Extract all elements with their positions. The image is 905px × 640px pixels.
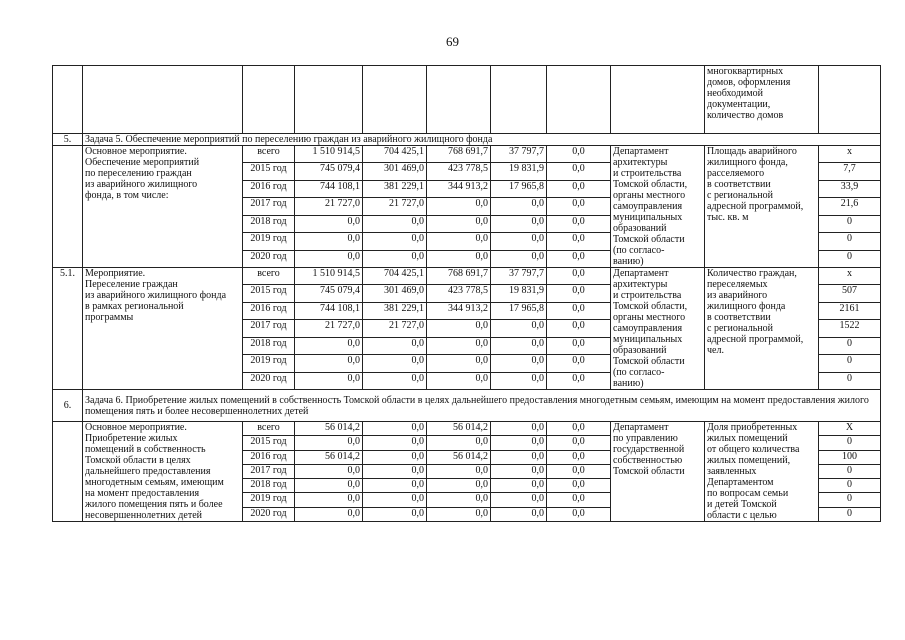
federal-cell: 0,0: [363, 436, 427, 450]
local-cell: 17 965,8: [491, 302, 547, 319]
total-cell: 1 510 914,5: [295, 268, 363, 285]
indicator-value-cell: 33,9: [819, 180, 881, 197]
local-cell: 0,0: [491, 507, 547, 521]
year-cell: 2016 год: [243, 450, 295, 464]
year-cell: 2016 год: [243, 180, 295, 197]
total-cell: 0,0: [295, 250, 363, 267]
other-sources-cell: 0,0: [547, 355, 611, 372]
federal-cell: 0,0: [363, 422, 427, 436]
executor-cell: Департамент архитектуры и строительства Томской области, органы местного самоуправления муниципальных образований Томской области (по согласо- ванию): [611, 146, 705, 268]
federal-cell: 0,0: [363, 372, 427, 389]
task-title: Задача 5. Обеспечение мероприятий по переселению граждан из аварийного жилищного фонда: [83, 134, 881, 146]
year-cell: всего: [243, 146, 295, 163]
indicator-value-cell: 0: [819, 233, 881, 250]
federal-cell: 0,0: [363, 493, 427, 507]
regional-cell: 0,0: [427, 250, 491, 267]
indicator-value-cell: 2161: [819, 302, 881, 319]
other-sources-cell: 0,0: [547, 320, 611, 337]
year-cell: всего: [243, 268, 295, 285]
measure-name: Основное мероприятие. Обеспечение мероприятий по переселению граждан из аварийного жилищного фонда, в том числе:: [83, 146, 243, 268]
other-sources-cell: 0,0: [547, 479, 611, 493]
total-cell: 1 510 914,5: [295, 146, 363, 163]
other-sources-cell: 0,0: [547, 268, 611, 285]
total-cell: 0,0: [295, 233, 363, 250]
local-cell: 19 831,9: [491, 285, 547, 302]
other-sources-cell: 0,0: [547, 285, 611, 302]
regional-cell: 0,0: [427, 479, 491, 493]
year-cell: 2015 год: [243, 285, 295, 302]
total-cell: 0,0: [295, 215, 363, 232]
year-cell: 2019 год: [243, 355, 295, 372]
indicator-value-cell: 1522: [819, 320, 881, 337]
total-cell: 745 079,4: [295, 285, 363, 302]
total-cell: 21 727,0: [295, 320, 363, 337]
executor-cell: Департамент архитектуры и строительства Томской области, органы местного самоуправления муниципальных образований Томской области (по согласо- ванию): [611, 268, 705, 390]
regional-cell: 423 778,5: [427, 285, 491, 302]
local-cell: 0,0: [491, 198, 547, 215]
year-cell: 2019 год: [243, 493, 295, 507]
program-table: [52, 65, 881, 522]
regional-cell: 0,0: [427, 198, 491, 215]
federal-cell: 0,0: [363, 507, 427, 521]
year-cell: 2020 год: [243, 372, 295, 389]
regional-cell: 423 778,5: [427, 163, 491, 180]
regional-cell: 0,0: [427, 507, 491, 521]
indicator-value-cell: 507: [819, 285, 881, 302]
task-number: 5.: [53, 134, 83, 146]
indicator-value-cell: х: [819, 146, 881, 163]
indicator-value-cell: 0: [819, 215, 881, 232]
other-sources-cell: 0,0: [547, 250, 611, 267]
row-number: 5.1.: [53, 268, 83, 390]
indicator-value-cell: 0: [819, 436, 881, 450]
row-number: [53, 422, 83, 522]
task-number: 6.: [53, 390, 83, 422]
other-sources-cell: 0,0: [547, 493, 611, 507]
other-sources-cell: 0,0: [547, 233, 611, 250]
continued-indicator-text: многоквартирных домов, оформления необходимой документации, количество домов: [705, 66, 819, 134]
executor-cell: Департамент по управлению государственной собственностью Томской области: [611, 422, 705, 522]
local-cell: 0,0: [491, 464, 547, 478]
total-cell: 56 014,2: [295, 450, 363, 464]
other-sources-cell: 0,0: [547, 198, 611, 215]
table-row: [53, 422, 881, 436]
other-sources-cell: 0,0: [547, 436, 611, 450]
indicator-cell: Количество граждан, переселяемых из аварийного жилищного фонда в соответствии с региональной адресной программой, чел.: [705, 268, 819, 390]
task-6-row: [53, 390, 881, 422]
total-cell: 0,0: [295, 464, 363, 478]
regional-cell: 0,0: [427, 215, 491, 232]
indicator-value-cell: 21,6: [819, 198, 881, 215]
federal-cell: 0,0: [363, 337, 427, 354]
year-cell: 2020 год: [243, 507, 295, 521]
year-cell: 2017 год: [243, 320, 295, 337]
federal-cell: 0,0: [363, 464, 427, 478]
federal-cell: 301 469,0: [363, 163, 427, 180]
indicator-value-cell: 0: [819, 493, 881, 507]
indicator-value-cell: 0: [819, 507, 881, 521]
total-cell: 0,0: [295, 507, 363, 521]
regional-cell: 0,0: [427, 337, 491, 354]
indicator-value-cell: 0: [819, 355, 881, 372]
regional-cell: 56 014,2: [427, 422, 491, 436]
year-cell: 2018 год: [243, 215, 295, 232]
local-cell: 0,0: [491, 422, 547, 436]
federal-cell: 0,0: [363, 233, 427, 250]
block-main-measure-6: [53, 422, 881, 522]
other-sources-cell: 0,0: [547, 337, 611, 354]
regional-cell: 768 691,7: [427, 146, 491, 163]
total-cell: 744 108,1: [295, 302, 363, 319]
indicator-value-cell: х: [819, 268, 881, 285]
local-cell: 0,0: [491, 450, 547, 464]
regional-cell: 0,0: [427, 493, 491, 507]
measure-name: Основное мероприятие. Приобретение жилых помещений в собственность Томской области в целях дальнейшего предоставления многодетным семьям, имеющим на момент предоставления жилого помещения пять и более несовершеннолетних детей: [83, 422, 243, 522]
year-cell: 2020 год: [243, 250, 295, 267]
other-sources-cell: 0,0: [547, 422, 611, 436]
table-row: [53, 268, 881, 285]
total-cell: 0,0: [295, 372, 363, 389]
year-cell: всего: [243, 422, 295, 436]
indicator-value-cell: 7,7: [819, 163, 881, 180]
year-cell: 2018 год: [243, 337, 295, 354]
regional-cell: 0,0: [427, 464, 491, 478]
local-cell: 0,0: [491, 215, 547, 232]
federal-cell: 21 727,0: [363, 198, 427, 215]
federal-cell: 0,0: [363, 215, 427, 232]
total-cell: 21 727,0: [295, 198, 363, 215]
total-cell: 0,0: [295, 337, 363, 354]
local-cell: 19 831,9: [491, 163, 547, 180]
year-cell: 2018 год: [243, 479, 295, 493]
local-cell: 0,0: [491, 436, 547, 450]
indicator-value-cell: 100: [819, 450, 881, 464]
measure-name: Мероприятие. Переселение граждан из аварийного жилищного фонда в рамках региональной программы: [83, 268, 243, 390]
other-sources-cell: 0,0: [547, 507, 611, 521]
year-cell: 2015 год: [243, 436, 295, 450]
total-cell: 0,0: [295, 479, 363, 493]
row-number: [53, 146, 83, 268]
local-cell: 37 797,7: [491, 146, 547, 163]
indicator-cell: Доля приобретенных жилых помещений от общего количества жилых помещений, заявленных Департаментом по вопросам семьи и детей Томской области с целью: [705, 422, 819, 522]
federal-cell: 0,0: [363, 250, 427, 267]
year-cell: 2015 год: [243, 163, 295, 180]
indicator-value-cell: Х: [819, 422, 881, 436]
federal-cell: 21 727,0: [363, 320, 427, 337]
total-cell: 745 079,4: [295, 163, 363, 180]
regional-cell: 0,0: [427, 436, 491, 450]
local-cell: 0,0: [491, 372, 547, 389]
local-cell: 37 797,7: [491, 268, 547, 285]
year-cell: 2017 год: [243, 464, 295, 478]
indicator-value-cell: 0: [819, 250, 881, 267]
local-cell: 0,0: [491, 493, 547, 507]
federal-cell: 381 229,1: [363, 302, 427, 319]
total-cell: 0,0: [295, 436, 363, 450]
other-sources-cell: 0,0: [547, 163, 611, 180]
regional-cell: 768 691,7: [427, 268, 491, 285]
local-cell: 0,0: [491, 337, 547, 354]
total-cell: 744 108,1: [295, 180, 363, 197]
local-cell: 17 965,8: [491, 180, 547, 197]
regional-cell: 0,0: [427, 320, 491, 337]
indicator-value-cell: 0: [819, 479, 881, 493]
total-cell: 0,0: [295, 355, 363, 372]
federal-cell: 0,0: [363, 479, 427, 493]
total-cell: 56 014,2: [295, 422, 363, 436]
federal-cell: 0,0: [363, 355, 427, 372]
federal-cell: 704 425,1: [363, 268, 427, 285]
indicator-value-cell: 0: [819, 464, 881, 478]
regional-cell: 0,0: [427, 233, 491, 250]
federal-cell: 301 469,0: [363, 285, 427, 302]
other-sources-cell: 0,0: [547, 372, 611, 389]
local-cell: 0,0: [491, 320, 547, 337]
indicator-value-cell: 0: [819, 337, 881, 354]
federal-cell: 381 229,1: [363, 180, 427, 197]
table-row: [53, 146, 881, 163]
regional-cell: 0,0: [427, 372, 491, 389]
local-cell: 0,0: [491, 355, 547, 372]
regional-cell: 56 014,2: [427, 450, 491, 464]
regional-cell: 0,0: [427, 355, 491, 372]
block-measure-5-1: [53, 268, 881, 390]
other-sources-cell: 0,0: [547, 180, 611, 197]
other-sources-cell: 0,0: [547, 146, 611, 163]
regional-cell: 344 913,2: [427, 302, 491, 319]
federal-cell: 704 425,1: [363, 146, 427, 163]
task-5-row: [53, 134, 881, 146]
regional-cell: 344 913,2: [427, 180, 491, 197]
indicator-cell: Площадь аварийного жилищного фонда, расселяемого в соответствии с региональной адресной программой, тыс. кв. м: [705, 146, 819, 268]
local-cell: 0,0: [491, 250, 547, 267]
block-main-measure-5: [53, 146, 881, 268]
year-cell: 2016 год: [243, 302, 295, 319]
other-sources-cell: 0,0: [547, 450, 611, 464]
other-sources-cell: 0,0: [547, 302, 611, 319]
local-cell: 0,0: [491, 233, 547, 250]
task-title: Задача 6. Приобретение жилых помещений в собственность Томской области в целях дальнейшего предоставления многодетным семьям, имеющим на момент предоставления жилого помещения пять и более несовершеннолетних детей: [83, 390, 881, 422]
year-cell: 2019 год: [243, 233, 295, 250]
continued-row: [53, 66, 881, 134]
local-cell: 0,0: [491, 479, 547, 493]
total-cell: 0,0: [295, 493, 363, 507]
other-sources-cell: 0,0: [547, 464, 611, 478]
year-cell: 2017 год: [243, 198, 295, 215]
page-number: 69: [446, 34, 459, 49]
other-sources-cell: 0,0: [547, 215, 611, 232]
indicator-value-cell: 0: [819, 372, 881, 389]
federal-cell: 0,0: [363, 450, 427, 464]
